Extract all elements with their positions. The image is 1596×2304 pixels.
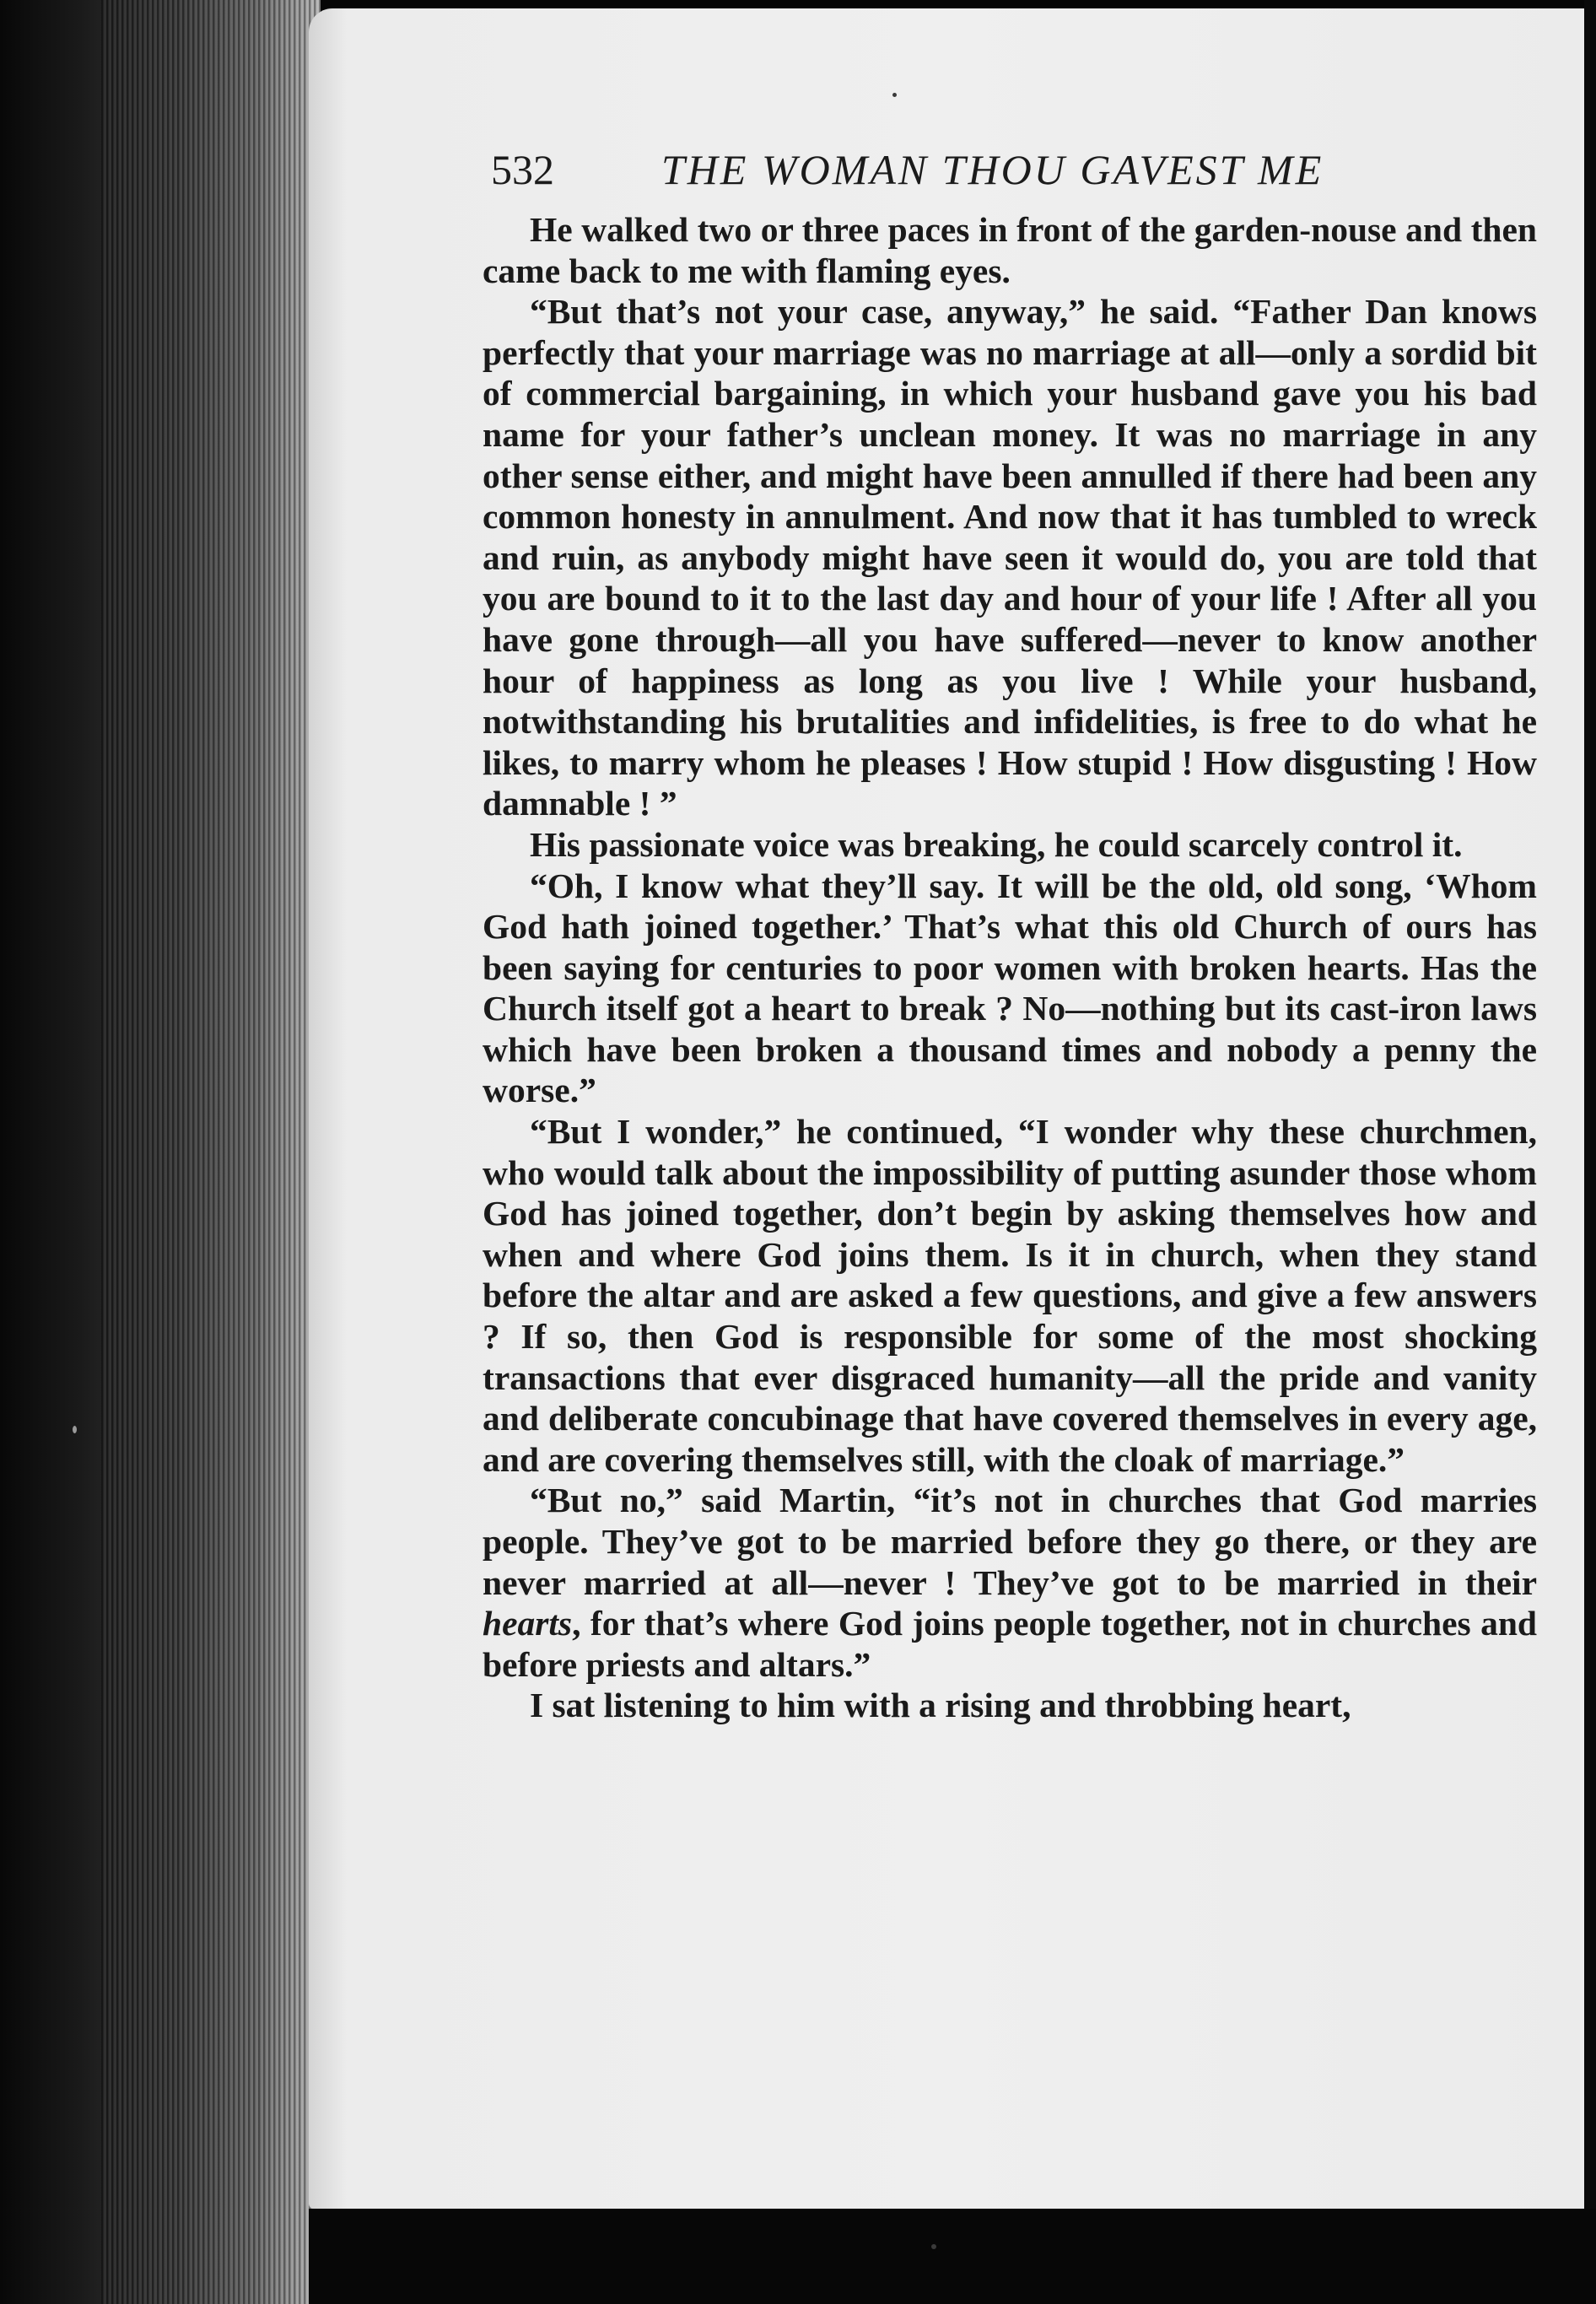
paragraph-text: , for that’s where God joins people together, not in churches and before priests and altars.”: [483, 1604, 1537, 1684]
right-page-edge: [1584, 0, 1596, 2304]
bottom-shadow: [309, 2209, 1596, 2304]
body-text: [483, 209, 1537, 1726]
dust-speck: [892, 93, 897, 97]
page-header: [491, 145, 1427, 204]
running-title: THE WOMAN THOU GAVEST ME: [661, 146, 1324, 193]
paragraph: “Oh, I know what they’ll say. It will be the old, old song, ‘Whom God hath joined together.’ That’s what this old Church of ours has been saying for centuries to poor women with broken hearts. Has the Church itself got a heart to break ? No—nothing but its cast-iron laws which have been broken a thousand times and nobody a penny the worse.”: [483, 866, 1537, 1110]
paragraph: “But that’s not your case, anyway,” he said. “Father Dan knows perfectly that your marriage was no marriage at all—only a sordid bit of commercial bargaining, in which your husband gave you his bad name for your father’s unclean money. It was no marriage in any other sense either, and might have been annulled if there had been any common honesty in annulment. And now that it has tumbled to wreck and ruin, as anybody might have seen it would do, you are told that you are bound to it to the last day and hour of your life ! After all you have gone through—all you have suffered—never to know another hour of happiness as long as you live ! While your husband, notwithstanding his brutalities and infidelities, is free to do what he likes, to marry whom he pleases ! How stupid ! How disgusting ! How damnable ! ”: [483, 292, 1537, 823]
paragraph: [483, 1480, 1537, 1685]
paragraph-text: “But no,” said Martin, “it’s not in churches that God marries people. They’ve got to be married before they go there, or they are never married at all—never ! They’ve got to be married in their: [483, 1481, 1537, 1602]
page-number: 532: [491, 146, 554, 193]
paragraph: I sat listening to him with a rising and throbbing heart,: [530, 1686, 1351, 1725]
paragraph: “But I wonder,” he continued, “I wonder why these churchmen, who would talk about the impossibility of putting asunder those whom God has joined together, don’t begin by asking themselves how and when and where God joins them. Is it in church, when they stand before the altar and are asked a few questions, and give a few answers ? If so, then God is responsible for some of the most shocking transactions that ever disgraced humanity—all the pride and vanity and deliberate concubinage that have covered themselves in every age, and are covering themselves still, with the cloak of marriage.”: [483, 1112, 1537, 1479]
binding-streaks: [101, 0, 321, 2304]
dust-speck: [73, 1426, 77, 1433]
emphasized-word: hearts: [483, 1604, 573, 1643]
paragraph: His passionate voice was breaking, he could scarcely control it.: [530, 824, 1463, 864]
paragraph: He walked two or three paces in front of the garden-nouse and then came back to me with flaming eyes.: [483, 210, 1537, 290]
dust-speck: [931, 2244, 936, 2249]
